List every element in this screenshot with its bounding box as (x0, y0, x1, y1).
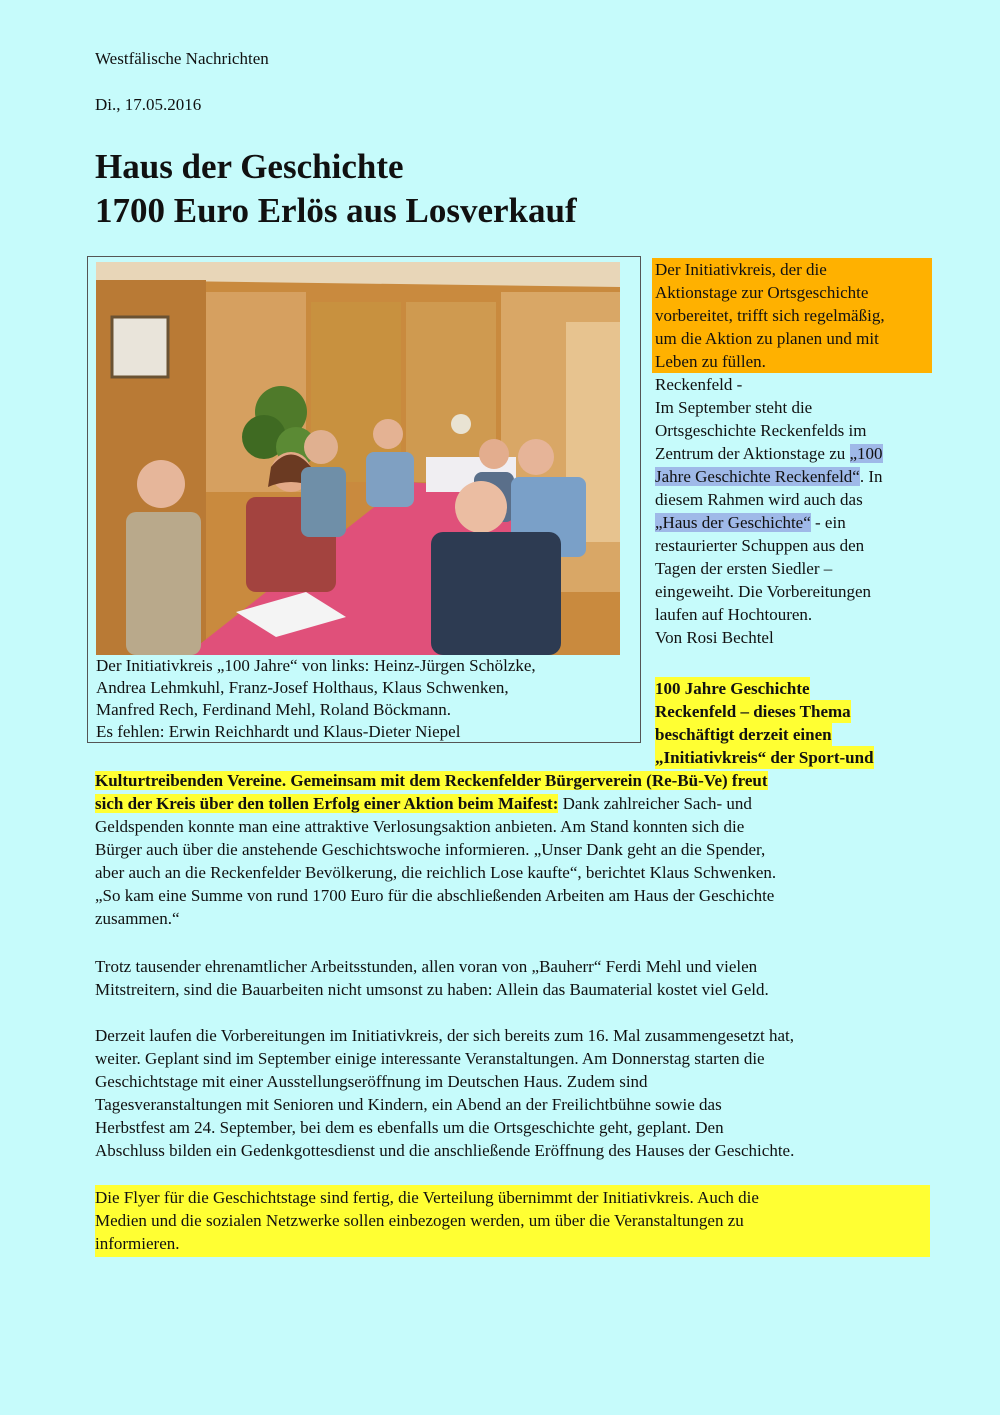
paragraph-construction (95, 955, 935, 1001)
sidebar-text: Zentrum der Aktionstage zu (655, 444, 850, 463)
sidebar-text: - ein (810, 513, 846, 532)
body-line: Mitstreitern, sind die Bauarbeiten nicht umsonst zu haben: Allein das Baumaterial kostet viel Geld. (95, 980, 769, 999)
body-line: zusammen.“ (95, 909, 180, 928)
caption-line: Es fehlen: Erwin Reichhardt und Klaus-Dieter Niepel (96, 722, 461, 741)
intro-highlight (652, 258, 932, 373)
dateline-location: Reckenfeld - (655, 375, 743, 394)
article-headline (95, 145, 577, 233)
body-line: Tagesveranstaltungen mit Senioren und Kindern, ein Abend an der Freilichtbühne sowie das (95, 1095, 722, 1114)
closing-highlight (95, 1185, 930, 1257)
body-line: Trotz tausender ehrenamtlicher Arbeitsstunden, allen voran von „Bauherr“ Ferdi Mehl und vielen (95, 957, 758, 976)
sidebar-line: Im September steht die (655, 398, 813, 417)
sidebar-text: . In (859, 467, 883, 486)
caption-line: Der Initiativkreis „100 Jahre“ von links: Heinz-Jürgen Schölzke, (96, 656, 536, 675)
newspaper-source: Westfälische Nachrichten (95, 49, 269, 68)
sidebar-line: Tagen der ersten Siedler – (655, 559, 833, 578)
intro-line: vorbereitet, trifft sich regelmäßig, (655, 306, 885, 325)
body-line: Herbstfest am 24. September, bei dem es ebenfalls um die Ortsgeschichte geht, geplant. Den (95, 1118, 724, 1137)
intro-line: Aktionstage zur Ortsgeschichte (655, 283, 869, 302)
author-byline: Von Rosi Bechtel (655, 628, 774, 647)
highlighted-event-name: „100 (849, 444, 883, 463)
intro-line: um die Aktion zu planen und mit (655, 329, 879, 348)
caption-line: Andrea Lehmkuhl, Franz-Josef Holthaus, Klaus Schwenken, (96, 678, 509, 697)
body-line: Derzeit laufen die Vorbereitungen im Initiativkreis, der sich bereits zum 16. Mal zusammengesetzt hat, (95, 1026, 794, 1045)
lead-line: 100 Jahre Geschichte (655, 679, 810, 698)
highlighted-event-name: Jahre Geschichte Reckenfeld“ (655, 467, 860, 486)
sidebar-column (655, 258, 935, 649)
highlighted-building-name: „Haus der Geschichte“ (655, 513, 811, 532)
headline-line-1: Haus der Geschichte (95, 147, 404, 186)
body-line: „So kam eine Summe von rund 1700 Euro für die abschließenden Arbeiten am Haus der Geschichte (95, 886, 775, 905)
lead-line (95, 769, 935, 792)
closing-line: Medien und die sozialen Netzwerke sollen einbezogen werden, um über die Veranstaltungen zu (95, 1211, 744, 1230)
lead-line (95, 792, 935, 815)
intro-line: Der Initiativkreis, der die (655, 260, 827, 279)
photo-caption (96, 655, 636, 743)
intro-line: Leben zu füllen. (655, 352, 766, 371)
headline-line-2: 1700 Euro Erlös aus Losverkauf (95, 191, 577, 230)
sidebar-line (655, 511, 935, 534)
sidebar-line: eingeweiht. Die Vorbereitungen (655, 582, 872, 601)
body-line: Bürger auch über die anstehende Geschichtswoche informieren. „Unser Dank geht an die Spender, (95, 840, 766, 859)
sidebar-line: laufen auf Hochtouren. (655, 605, 813, 624)
lead-line: Reckenfeld – dieses Thema (655, 702, 851, 721)
paragraph-events (95, 1024, 935, 1162)
publication-date: Di., 17.05.2016 (95, 95, 202, 114)
closing-line: Die Flyer für die Geschichtstage sind fertig, die Verteilung übernimmt der Initiativkreis. Auch die (95, 1188, 759, 1207)
caption-line: Manfred Rech, Ferdinand Mehl, Roland Böckmann. (96, 700, 452, 719)
body-line: Geldspenden konnte man eine attraktive Verlosungsaktion anbieten. Am Stand konnten sich die (95, 817, 745, 836)
sidebar-line (655, 442, 935, 465)
lead-paragraph-start (655, 677, 874, 769)
body-line: weiter. Geplant sind im September einige interessante Veranstaltungen. Am Donnerstag starten die (95, 1049, 765, 1068)
group-photo (96, 262, 620, 655)
closing-line: informieren. (95, 1234, 180, 1253)
lead-text: Dank zahlreicher Sach- und (558, 794, 752, 813)
sidebar-line: restaurierter Schuppen aus den (655, 536, 865, 555)
lead-bold-text: Kulturtreibenden Vereine. Gemeinsam mit dem Reckenfelder Bürgerverein (Re-Bü-Ve) freut (95, 771, 768, 790)
sidebar-line: Ortsgeschichte Reckenfelds im (655, 421, 867, 440)
body-line: aber auch an die Reckenfelder Bevölkerung, die reichlich Lose kaufte“, berichtet Klaus Schwenken. (95, 863, 777, 882)
lead-line: beschäftigt derzeit einen (655, 725, 832, 744)
lead-line: „Initiativkreis“ der Sport-und (655, 748, 874, 767)
body-line: Abschluss bilden ein Gedenkgottesdienst und die anschließende Eröffnung des Hauses der Geschichte. (95, 1141, 795, 1160)
lead-paragraph-body (95, 769, 935, 930)
group-photo-illustration (96, 262, 620, 655)
photo-figure (87, 256, 641, 743)
lead-bold-text: sich der Kreis über den tollen Erfolg einer Aktion beim Maifest: (95, 794, 559, 813)
sidebar-line (655, 465, 935, 488)
body-line: Geschichtstage mit einer Ausstellungseröffnung im Deutschen Haus. Zudem sind (95, 1072, 648, 1091)
sidebar-line: diesem Rahmen wird auch das (655, 490, 863, 509)
